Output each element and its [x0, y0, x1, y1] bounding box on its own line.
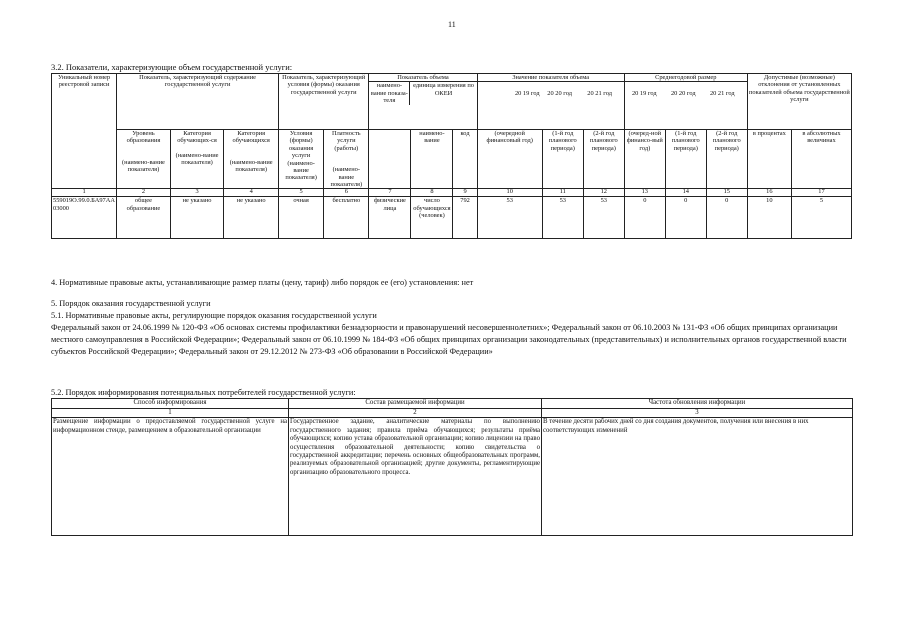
hdr-volume-label: Показатель объема [369, 74, 476, 82]
hdr-unit-name: наимено-вание [411, 130, 453, 189]
section-5-2: 5.2. Порядок информирования потенциальных потребителей государственной услуги: [51, 388, 356, 397]
hdr-unique-number: Уникальный номер реестровой записи [52, 74, 117, 189]
hdr-student-category-2: Категория обучающихся (наимено-вание показателя) [224, 130, 279, 189]
hdr-info-content: Состав размещаемой информации [289, 399, 542, 409]
hdr-unit-code: код [453, 130, 477, 189]
cell-unit-name: число обучающихся (человек) [411, 197, 453, 239]
hdr-student-category-1: Категория обучающих-ся (наимено-вание показателя) [170, 130, 224, 189]
cell-indicator: физические лица [369, 197, 411, 239]
col-num: 9 [453, 189, 477, 197]
hdr-value-label: Значение показателя объема [478, 74, 624, 82]
hdr-volume-name-cont [369, 130, 411, 189]
col-num: 3 [542, 409, 853, 418]
hdr-volume-value [477, 74, 624, 130]
col-num: 1 [52, 189, 117, 197]
volume-indicators-table [51, 73, 852, 239]
hdr-content-indicator: Показатель, характеризующий содержание государственной услуги [117, 74, 279, 130]
section-5: 5. Порядок оказания государственной услуги [51, 299, 211, 308]
cell-form: очная [279, 197, 324, 239]
cell-info-method: Размещение информации о предоставляемой государственной услуге на информационном стенде, размещением в образовательной организации [52, 418, 289, 536]
cell-avg-2021: 0 [706, 197, 747, 239]
hdr-info-frequency: Частота обновления информации [542, 399, 853, 409]
hdr-info-method: Способ информирования [52, 399, 289, 409]
col-num: 2 [117, 189, 171, 197]
section-5-1: 5.1. Нормативные правовые акты, регулирующие порядок оказания государственной услуги [51, 311, 377, 320]
hdr-payment: Платность услуги (работы) (наимено-вание показателя) [324, 130, 369, 189]
hdr-average-size [624, 74, 747, 130]
hdr-service-conditions: Условия (формы) оказания услуги (наимено-вание показателя) [279, 130, 324, 189]
col-num: 16 [747, 189, 791, 197]
hdr-y2019: 20 19 год [514, 90, 540, 98]
hdr-period-2: (2-й год планового периода) [583, 130, 624, 189]
hdr-avg-y2019: 20 19 год [631, 90, 657, 98]
col-num: 17 [791, 189, 851, 197]
cell-avg-2019: 0 [624, 197, 665, 239]
hdr-avg-period-2: (2-й год планового периода) [706, 130, 747, 189]
section-3-2-title: 3.2. Показатели, характеризующие объем государственной услуги: [51, 62, 293, 72]
cell-deviation-absolute: 5 [791, 197, 851, 239]
section-5-1-text: Федеральный закон от 24.06.1999 № 120-ФЗ «Об основах системы профилактики безнадзорности и правонарушений несовершеннолетних»; Федеральный закон от 06.10.2003 № 131-ФЗ «Об общих принципах организации местного самоуправления в Российской Федерации»; Федеральный закон от 06.10.1999 № 184-ФЗ «Об общих принципах организации законодательных (представительных) и исполнительных органов государственной власти субъектов Российской Федерации»; Федеральный закон от 29.12.2012 № 273-ФЗ «Об образовании в Российской Федерации» [51, 323, 847, 356]
cell-payment: бесплатно [324, 197, 369, 239]
hdr-naim-5: (наимено-вание показателя) [285, 159, 317, 182]
hdr-volume-indicator [369, 74, 477, 130]
col-num: 4 [224, 189, 279, 197]
hdr-deviation: Допустимые (возможные) отклонения от установленных показателей объема государственной услуги [747, 74, 851, 130]
col-num: 1 [52, 409, 289, 418]
hdr-naim-4: (наимено-вание показателя) [229, 158, 273, 174]
col-num: 8 [411, 189, 453, 197]
col-num: 11 [542, 189, 583, 197]
cell-deviation-percent: 10 [747, 197, 791, 239]
col-num: 6 [324, 189, 369, 197]
cell-value-2021: 53 [583, 197, 624, 239]
hdr-avg-y2020: 20 20 год [670, 90, 696, 98]
hdr-unit: единица измерения по ОКЕИ [413, 82, 474, 97]
hdr-avg-period-current: (очеред-ной финансо-вый год) [624, 130, 665, 189]
hdr-conditions-indicator: Показатель, характеризующий условия (формы) оказания государственной услуги [279, 74, 369, 130]
hdr-naim-2: (наимено-вание показателя) [122, 158, 165, 174]
col-num: 3 [170, 189, 224, 197]
hdr-avg-y2021: 20 21 год [709, 90, 735, 98]
information-order-table [51, 398, 853, 536]
col-num: 12 [583, 189, 624, 197]
col-num: 5 [279, 189, 324, 197]
section-4: 4. Нормативные правовые акты, устанавливающие размер платы (цену, тариф) либо порядок ее (его) установления: нет [51, 278, 474, 287]
cell-registry-number: 559019О.99.0.БА97АА03000 [52, 197, 117, 239]
col-num: 13 [624, 189, 665, 197]
hdr-volume-name: наимено-вание показа-теля [369, 82, 410, 104]
hdr-y2021: 20 21 год [587, 90, 612, 98]
col-num: 10 [477, 189, 542, 197]
col-num: 14 [665, 189, 706, 197]
cell-education-level: общее образование [117, 197, 171, 239]
table-row [52, 418, 853, 536]
cell-avg-2020: 0 [665, 197, 706, 239]
hdr-avg-period-1: (1-й год планового периода) [665, 130, 706, 189]
col-num: 15 [706, 189, 747, 197]
hdr-average-label: Среднегодовой размер [625, 74, 747, 82]
cell-value-2019: 53 [477, 197, 542, 239]
hdr-percent: в процентах [747, 130, 791, 189]
hdr-period-1: (1-й год планового периода) [542, 130, 583, 189]
cell-value-2020: 53 [542, 197, 583, 239]
page-number: 11 [448, 20, 456, 29]
hdr-absolute: в абсолютных величинах [791, 130, 851, 189]
hdr-period-current: (очередной финансовый год) [477, 130, 542, 189]
hdr-education-level: Уровень образования (наимено-вание показателя) [117, 130, 171, 189]
hdr-naim-6: (наимено-вание показателя) [330, 166, 363, 189]
hdr-y2020: 20 20 год [547, 90, 572, 98]
col-num: 7 [369, 189, 411, 197]
hdr-naim-3: (наимено-вание показателя) [175, 151, 219, 167]
cell-category-1: не указано [170, 197, 224, 239]
cell-unit-code: 792 [453, 197, 477, 239]
table-row [52, 197, 852, 239]
cell-category-2: не указано [224, 197, 279, 239]
cell-info-frequency: В течение десяти рабочих дней со дня создания документов, получения или внесения в них соответствующих изменений [542, 418, 853, 536]
cell-info-content: Государственное задание, аналитические материалы по выполнению государственного задания; правила приёма обучающихся; результаты приёма обучающихся; копию устава образовательной организации; копию лицензии на право осуществления образовательной деятельности; копию свидетельства о государственной аккредитации; перечень основных общеобразовательных программ, реализуемых образовательной организацией; другие документы, регламентирующие организацию образовательного процесса. [289, 418, 542, 536]
col-num: 2 [289, 409, 542, 418]
